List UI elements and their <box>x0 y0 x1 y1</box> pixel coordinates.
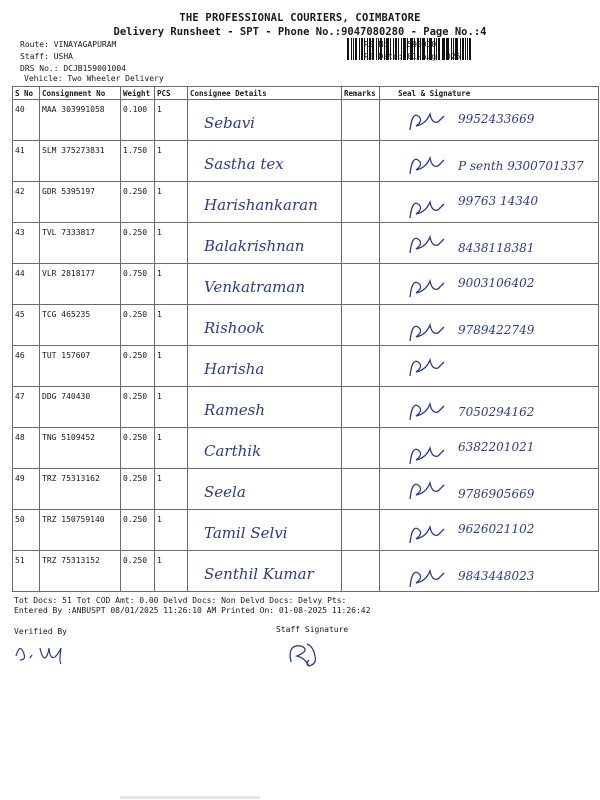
cell-sno <box>13 264 40 305</box>
cell-remarks <box>342 510 380 551</box>
cell-pcs <box>155 223 188 264</box>
cell-weight <box>121 223 155 264</box>
cell-weight <box>121 387 155 428</box>
staff-signature-label: Staff Signature <box>276 625 349 634</box>
cell-sno-text: 43 <box>15 228 25 237</box>
cell-consignee <box>188 510 342 551</box>
cell-consignment-text: SLM 375273831 <box>42 146 105 155</box>
cell-consignment <box>40 182 121 223</box>
table-row <box>13 264 599 305</box>
cell-consignment <box>40 551 121 592</box>
consignee-handwritten-name: Harisha <box>204 360 265 378</box>
cell-consignment-text: VLR 2818177 <box>42 269 95 278</box>
cell-sno-text: 44 <box>15 269 25 278</box>
cell-remarks <box>342 223 380 264</box>
table-row <box>13 223 599 264</box>
cell-weight-text: 1.750 <box>123 146 148 155</box>
cell-pcs-text: 1 <box>157 474 162 483</box>
cell-consignee <box>188 346 342 387</box>
cell-consignment-text: TUT 157607 <box>42 351 91 360</box>
cell-remarks <box>342 346 380 387</box>
cell-weight <box>121 469 155 510</box>
cell-consignment-text: TNG 5109452 <box>42 433 95 442</box>
cell-consignment-text: TRZ 75313152 <box>42 556 100 565</box>
consignee-handwritten-name: Ramesh <box>204 401 266 419</box>
cell-seal-signature <box>380 469 599 510</box>
consignee-handwritten-name: Balakrishnan <box>204 237 305 255</box>
cell-sno <box>13 346 40 387</box>
col-header-sno: S No <box>13 87 40 100</box>
entered-by-line: Entered By :ANBUSPT 08/01/2025 11:26:10 AM Printed On: 01-08-2025 11:26:42 <box>14 606 371 615</box>
cell-seal-signature <box>380 223 599 264</box>
receiver-handwritten-phone: 9003106402 <box>458 276 535 290</box>
cell-pcs-text: 1 <box>157 310 162 319</box>
cell-weight-text: 0.750 <box>123 269 148 278</box>
receiver-handwritten-phone: 6382201021 <box>458 440 535 454</box>
receiver-handwritten-phone: 99763 14340 <box>458 194 539 208</box>
receiver-handwritten-phone: 9952433669 <box>458 112 535 126</box>
consignee-handwritten-name: Rishook <box>204 319 265 337</box>
cell-consignment-text: TCG 465235 <box>42 310 91 319</box>
cell-consignment <box>40 100 121 141</box>
rs-number: RS No.: 1590010 <box>364 40 437 49</box>
receiver-handwritten-phone: 7050294162 <box>458 405 535 419</box>
cell-weight <box>121 551 155 592</box>
consignee-handwritten-name: Senthil Kumar <box>204 565 314 583</box>
cell-consignee <box>188 223 342 264</box>
cell-seal-signature <box>380 141 599 182</box>
cell-consignment <box>40 305 121 346</box>
cell-weight-text: 0.250 <box>123 351 148 360</box>
col-header-consignee: Consignee Details <box>188 87 342 100</box>
consignee-handwritten-name: Harishankaran <box>204 196 318 214</box>
drs-number: DRS No.: DCJB159001004 <box>20 64 126 73</box>
cell-pcs <box>155 182 188 223</box>
col-header-seal-signature: Seal & Signature <box>380 87 599 100</box>
cell-consignee <box>188 305 342 346</box>
receiver-handwritten-phone: 8438118381 <box>458 241 535 255</box>
cell-weight-text: 0.250 <box>123 392 148 401</box>
cell-weight-text: 0.250 <box>123 474 148 483</box>
consignee-handwritten-name: Venkatraman <box>204 278 305 296</box>
receiver-handwritten-phone: P senth 9300701337 <box>458 159 584 173</box>
cell-weight-text: 0.250 <box>123 228 148 237</box>
cell-weight-text: 0.250 <box>123 515 148 524</box>
table-row <box>13 428 599 469</box>
consignee-handwritten-name: Seela <box>204 483 246 501</box>
cell-sno-text: 45 <box>15 310 25 319</box>
cell-weight <box>121 346 155 387</box>
cell-consignee <box>188 387 342 428</box>
col-header-weight: Weight <box>121 87 155 100</box>
cell-pcs <box>155 469 188 510</box>
table-row <box>13 100 599 141</box>
staff-signature-mark <box>283 636 333 670</box>
cell-remarks <box>342 428 380 469</box>
cell-sno-text: 41 <box>15 146 25 155</box>
cell-weight <box>121 305 155 346</box>
consignee-handwritten-name: Sebavi <box>204 114 255 132</box>
table-row <box>13 551 599 592</box>
table-row <box>13 182 599 223</box>
cell-remarks <box>342 100 380 141</box>
document-title: THE PROFESSIONAL COURIERS, COIMBATORE <box>179 12 421 24</box>
cell-sno-text: 50 <box>15 515 25 524</box>
cell-seal-signature <box>380 551 599 592</box>
table-row <box>13 387 599 428</box>
cell-weight-text: 0.250 <box>123 310 148 319</box>
cell-consignee <box>188 100 342 141</box>
cell-consignment <box>40 141 121 182</box>
cell-consignee <box>188 264 342 305</box>
cell-sno <box>13 223 40 264</box>
cell-pcs <box>155 305 188 346</box>
cell-pcs <box>155 551 188 592</box>
cell-sno <box>13 469 40 510</box>
consignee-handwritten-name: Sastha tex <box>204 155 284 173</box>
cell-consignment-text: MAA 303991058 <box>42 105 105 114</box>
table-row <box>13 305 599 346</box>
cell-consignment-text: TRZ 75313162 <box>42 474 100 483</box>
cell-consignment <box>40 469 121 510</box>
cell-sno-text: 48 <box>15 433 25 442</box>
table-row <box>13 469 599 510</box>
cell-seal-signature <box>380 387 599 428</box>
col-header-pcs: PCS <box>155 87 188 100</box>
cell-seal-signature <box>380 510 599 551</box>
cell-consignment <box>40 346 121 387</box>
cell-weight-text: 0.100 <box>123 105 148 114</box>
runsheet-table <box>12 86 599 592</box>
cell-pcs-text: 1 <box>157 187 162 196</box>
cell-seal-signature <box>380 182 599 223</box>
cell-consignment-text: GDR 5395197 <box>42 187 95 196</box>
cell-remarks <box>342 305 380 346</box>
cell-consignment-text: TRZ 150759140 <box>42 515 105 524</box>
cell-sno-text: 42 <box>15 187 25 196</box>
cell-weight <box>121 510 155 551</box>
receiver-handwritten-phone: 9789422749 <box>458 323 535 337</box>
table-row <box>13 346 599 387</box>
receiver-signature <box>380 346 598 386</box>
cell-sno-text: 49 <box>15 474 25 483</box>
cell-remarks <box>342 469 380 510</box>
cell-weight <box>121 141 155 182</box>
cell-consignee <box>188 428 342 469</box>
cell-sno <box>13 387 40 428</box>
cell-weight <box>121 100 155 141</box>
staff-label: Staff: USHA <box>20 52 73 61</box>
cell-pcs-text: 1 <box>157 228 162 237</box>
document-subtitle: Delivery Runsheet - SPT - Phone No.:9047080280 - Page No.:4 <box>113 26 487 38</box>
cell-pcs-text: 1 <box>157 351 162 360</box>
route-label: Route: VINAYAGAPURAM <box>20 40 117 49</box>
cell-pcs <box>155 510 188 551</box>
cell-pcs <box>155 428 188 469</box>
rs-date: RS Date: 01-Aug-2025 <box>364 52 461 61</box>
cell-sno <box>13 100 40 141</box>
col-header-consignment: Consignment No <box>40 87 121 100</box>
table-row <box>13 141 599 182</box>
cell-consignment <box>40 387 121 428</box>
cell-pcs <box>155 141 188 182</box>
cell-remarks <box>342 141 380 182</box>
cell-weight <box>121 264 155 305</box>
cell-consignee <box>188 551 342 592</box>
cell-weight-text: 0.250 <box>123 556 148 565</box>
cell-sno <box>13 551 40 592</box>
cell-sno-text: 46 <box>15 351 25 360</box>
cell-pcs <box>155 346 188 387</box>
consignee-handwritten-name: Tamil Selvi <box>204 524 288 542</box>
verifier-signature <box>12 636 82 666</box>
cell-pcs-text: 1 <box>157 433 162 442</box>
cell-pcs <box>155 264 188 305</box>
cell-consignment-text: DDG 740430 <box>42 392 91 401</box>
cell-pcs-text: 1 <box>157 515 162 524</box>
cell-consignee <box>188 469 342 510</box>
cell-pcs-text: 1 <box>157 556 162 565</box>
cell-weight <box>121 182 155 223</box>
cell-consignee <box>188 141 342 182</box>
cell-pcs-text: 1 <box>157 269 162 278</box>
receiver-handwritten-phone: 9843448023 <box>458 569 535 583</box>
consignee-handwritten-name: Carthik <box>204 442 262 460</box>
cell-seal-signature <box>380 100 599 141</box>
cell-remarks <box>342 264 380 305</box>
table-row <box>13 510 599 551</box>
cell-consignment-text: TVL 7333817 <box>42 228 95 237</box>
cell-pcs <box>155 387 188 428</box>
page-edge-mark <box>120 794 260 800</box>
cell-pcs-text: 1 <box>157 146 162 155</box>
cell-seal-signature <box>380 264 599 305</box>
cell-consignment <box>40 428 121 469</box>
cell-weight <box>121 428 155 469</box>
cell-consignment <box>40 223 121 264</box>
verified-by-label: Verified By <box>14 627 67 636</box>
cell-sno <box>13 510 40 551</box>
cell-seal-signature <box>380 305 599 346</box>
cell-sno <box>13 305 40 346</box>
cell-remarks <box>342 387 380 428</box>
cell-seal-signature <box>380 346 599 387</box>
cell-sno <box>13 428 40 469</box>
receiver-handwritten-phone: 9786905669 <box>458 487 535 501</box>
col-header-remarks: Remarks <box>342 87 380 100</box>
cell-sno-text: 51 <box>15 556 25 565</box>
cell-sno-text: 47 <box>15 392 25 401</box>
receiver-handwritten-phone: 9626021102 <box>458 522 535 536</box>
totals-line: Tot Docs: 51 Tot COD Amt: 0.00 Delvd Docs: Non Delvd Docs: Delvy Pts: <box>14 596 347 605</box>
cell-consignment <box>40 510 121 551</box>
cell-weight-text: 0.250 <box>123 433 148 442</box>
cell-pcs <box>155 100 188 141</box>
table-header-row <box>13 87 599 100</box>
cell-sno <box>13 182 40 223</box>
cell-sno-text: 40 <box>15 105 25 114</box>
cell-sno <box>13 141 40 182</box>
cell-consignee <box>188 182 342 223</box>
cell-seal-signature <box>380 428 599 469</box>
cell-pcs-text: 1 <box>157 392 162 401</box>
cell-weight-text: 0.250 <box>123 187 148 196</box>
cell-consignment <box>40 264 121 305</box>
vehicle-label: Vehicle: Two Wheeler Delivery <box>24 74 164 83</box>
cell-remarks <box>342 551 380 592</box>
cell-pcs-text: 1 <box>157 105 162 114</box>
cell-remarks <box>342 182 380 223</box>
